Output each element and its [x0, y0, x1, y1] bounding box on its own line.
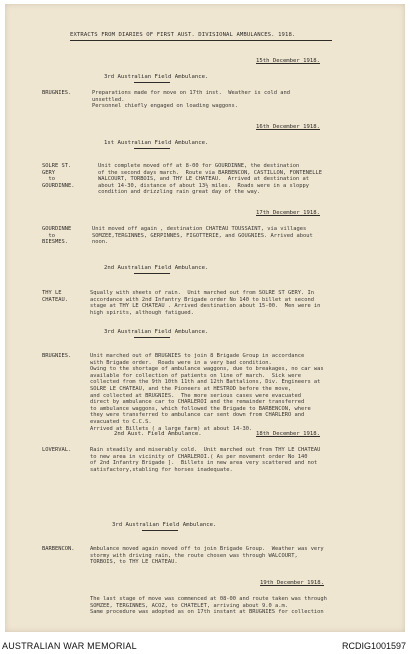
unit-underline [142, 530, 178, 531]
date-heading: 15th December 1918. [256, 58, 320, 64]
entry-text: Rain steadily and miserably cold. Unit marched out from THY LE CHATEAU to new area in vicinity of CHARLEROI.( As per movement order No 140 of 2nd Infantry Brigade ]. Billets in new area very scattered and not satisfactory,stabling for horses inadequate. [90, 447, 321, 473]
place-label: BRUGNIES. [42, 353, 72, 359]
page-title: EXTRACTS FROM DIARIES OF FIRST AUST. DIVISIONAL AMBULANCES. 1918. [70, 32, 296, 38]
unit-heading: 3rd Australian Field Ambulance. [104, 74, 209, 80]
unit-heading: 3rd Australian Field Ambulance. [112, 522, 217, 528]
unit-heading: 1st Australian Field Ambulance. [104, 140, 209, 146]
unit-underline [134, 273, 170, 274]
entry-text: Ambulance moved again moved off to join Brigade Group. Weather was very stormy with driving rain, the route chosen was through WALCOURT, TORBOIS, to THY LE CHATEAU. [90, 546, 324, 566]
entry-text: Preparations made for move on 17th inst. Weather is cold and unsettled. Personnel chiefly engaged on loading waggons. [92, 90, 290, 110]
date-heading: 18th December 1918. [256, 431, 320, 437]
footer-source: AUSTRALIAN WAR MEMORIAL [2, 641, 137, 651]
place-label: GOURDINNE to BIESMES. [42, 226, 72, 246]
place-label: BARBENCON. [42, 546, 75, 552]
date-heading: 17th December 1918. [256, 210, 320, 216]
place-label: THY LE CHATEAU. [42, 290, 68, 303]
unit-underline [134, 148, 170, 149]
title-underline [70, 40, 332, 41]
entry-text: The last stage of move was commenced at 08-00 and route taken was through SOMZEE, TERGINNES, ACOZ, to CHATELET, arriving about 9.0 a.m. Same procedure was adopted as on 17th instant at BRUGNIES for collection [90, 596, 327, 616]
entry-text: Unit marched out of BRUGNIES to join 8 Brigade Group in accordance with Brigade order. Roads were in a very bad condition. Owing to the shortage of ambulance waggons, due to breakages, no car was available for collection of patients on line of march. Sick were collected from the 9th 10th 11th and 12th Battalions, Div. Engineers at SOLRE LE CHATEAU, and the Pioneers at HESTROD before the move, and collected at BRUGNIES. The more serious cases were evacuated direct by ambulance car to CHARLEROI and the remainder transferred to ambulance waggons, which followed the Brigade to BARBENCON, where they were transferred to ambulance car sent down from CHARLERO and evacuated to C.C.S. Arrived at Billets ( a large farm) at about 14-30. [90, 353, 324, 432]
entry-text: Squally with sheets of rain. Unit marched out from SOLRE ST GERY. In accordance with 2nd Infantry Brigade order No 140 to billet at second stage at THY LE CHATEAU . Arrived destination about 15-00. Men were in high spirits, although fatigued. [90, 290, 321, 316]
unit-heading: 2nd Aust. Field Ambulance. [114, 431, 202, 437]
place-label: SOLRE ST. GERY to GOURDINNE. [42, 163, 75, 189]
unit-heading: 3rd Australian Field Ambulance. [104, 329, 209, 335]
date-heading: 19th December 1918. [260, 580, 324, 586]
unit-underline [134, 82, 170, 83]
footer-record-id: RCDIG1001597 [341, 641, 406, 651]
entry-text: Unit moved off again , destination CHATEAU TOUSSAINT, via villages SOMZEE,TERGINNES, GERPINNES, FIGOTTERIE, and GOUGNIES. Arrived about noon. [92, 226, 313, 246]
place-label: LOVERVAL. [42, 447, 72, 453]
date-heading: 16th December 1918. [256, 124, 320, 130]
unit-heading: 2nd Australian Field Ambulance. [104, 265, 209, 271]
place-label: BRUGNIES. [42, 90, 72, 96]
entry-text: Unit complete moved off at 8-00 for GOURDINNE, the destination of the second days march. Route via BARBENCON, CASTILLON, FONTENELLE WALCOURT, TORBOIS, and THY LE CHATEAU. Arrived at destination at about 14-30, distance of about 13½ miles. Roads were in a sloppy condition and drizzling rain great day of the way. [98, 163, 322, 196]
unit-underline [134, 337, 170, 338]
